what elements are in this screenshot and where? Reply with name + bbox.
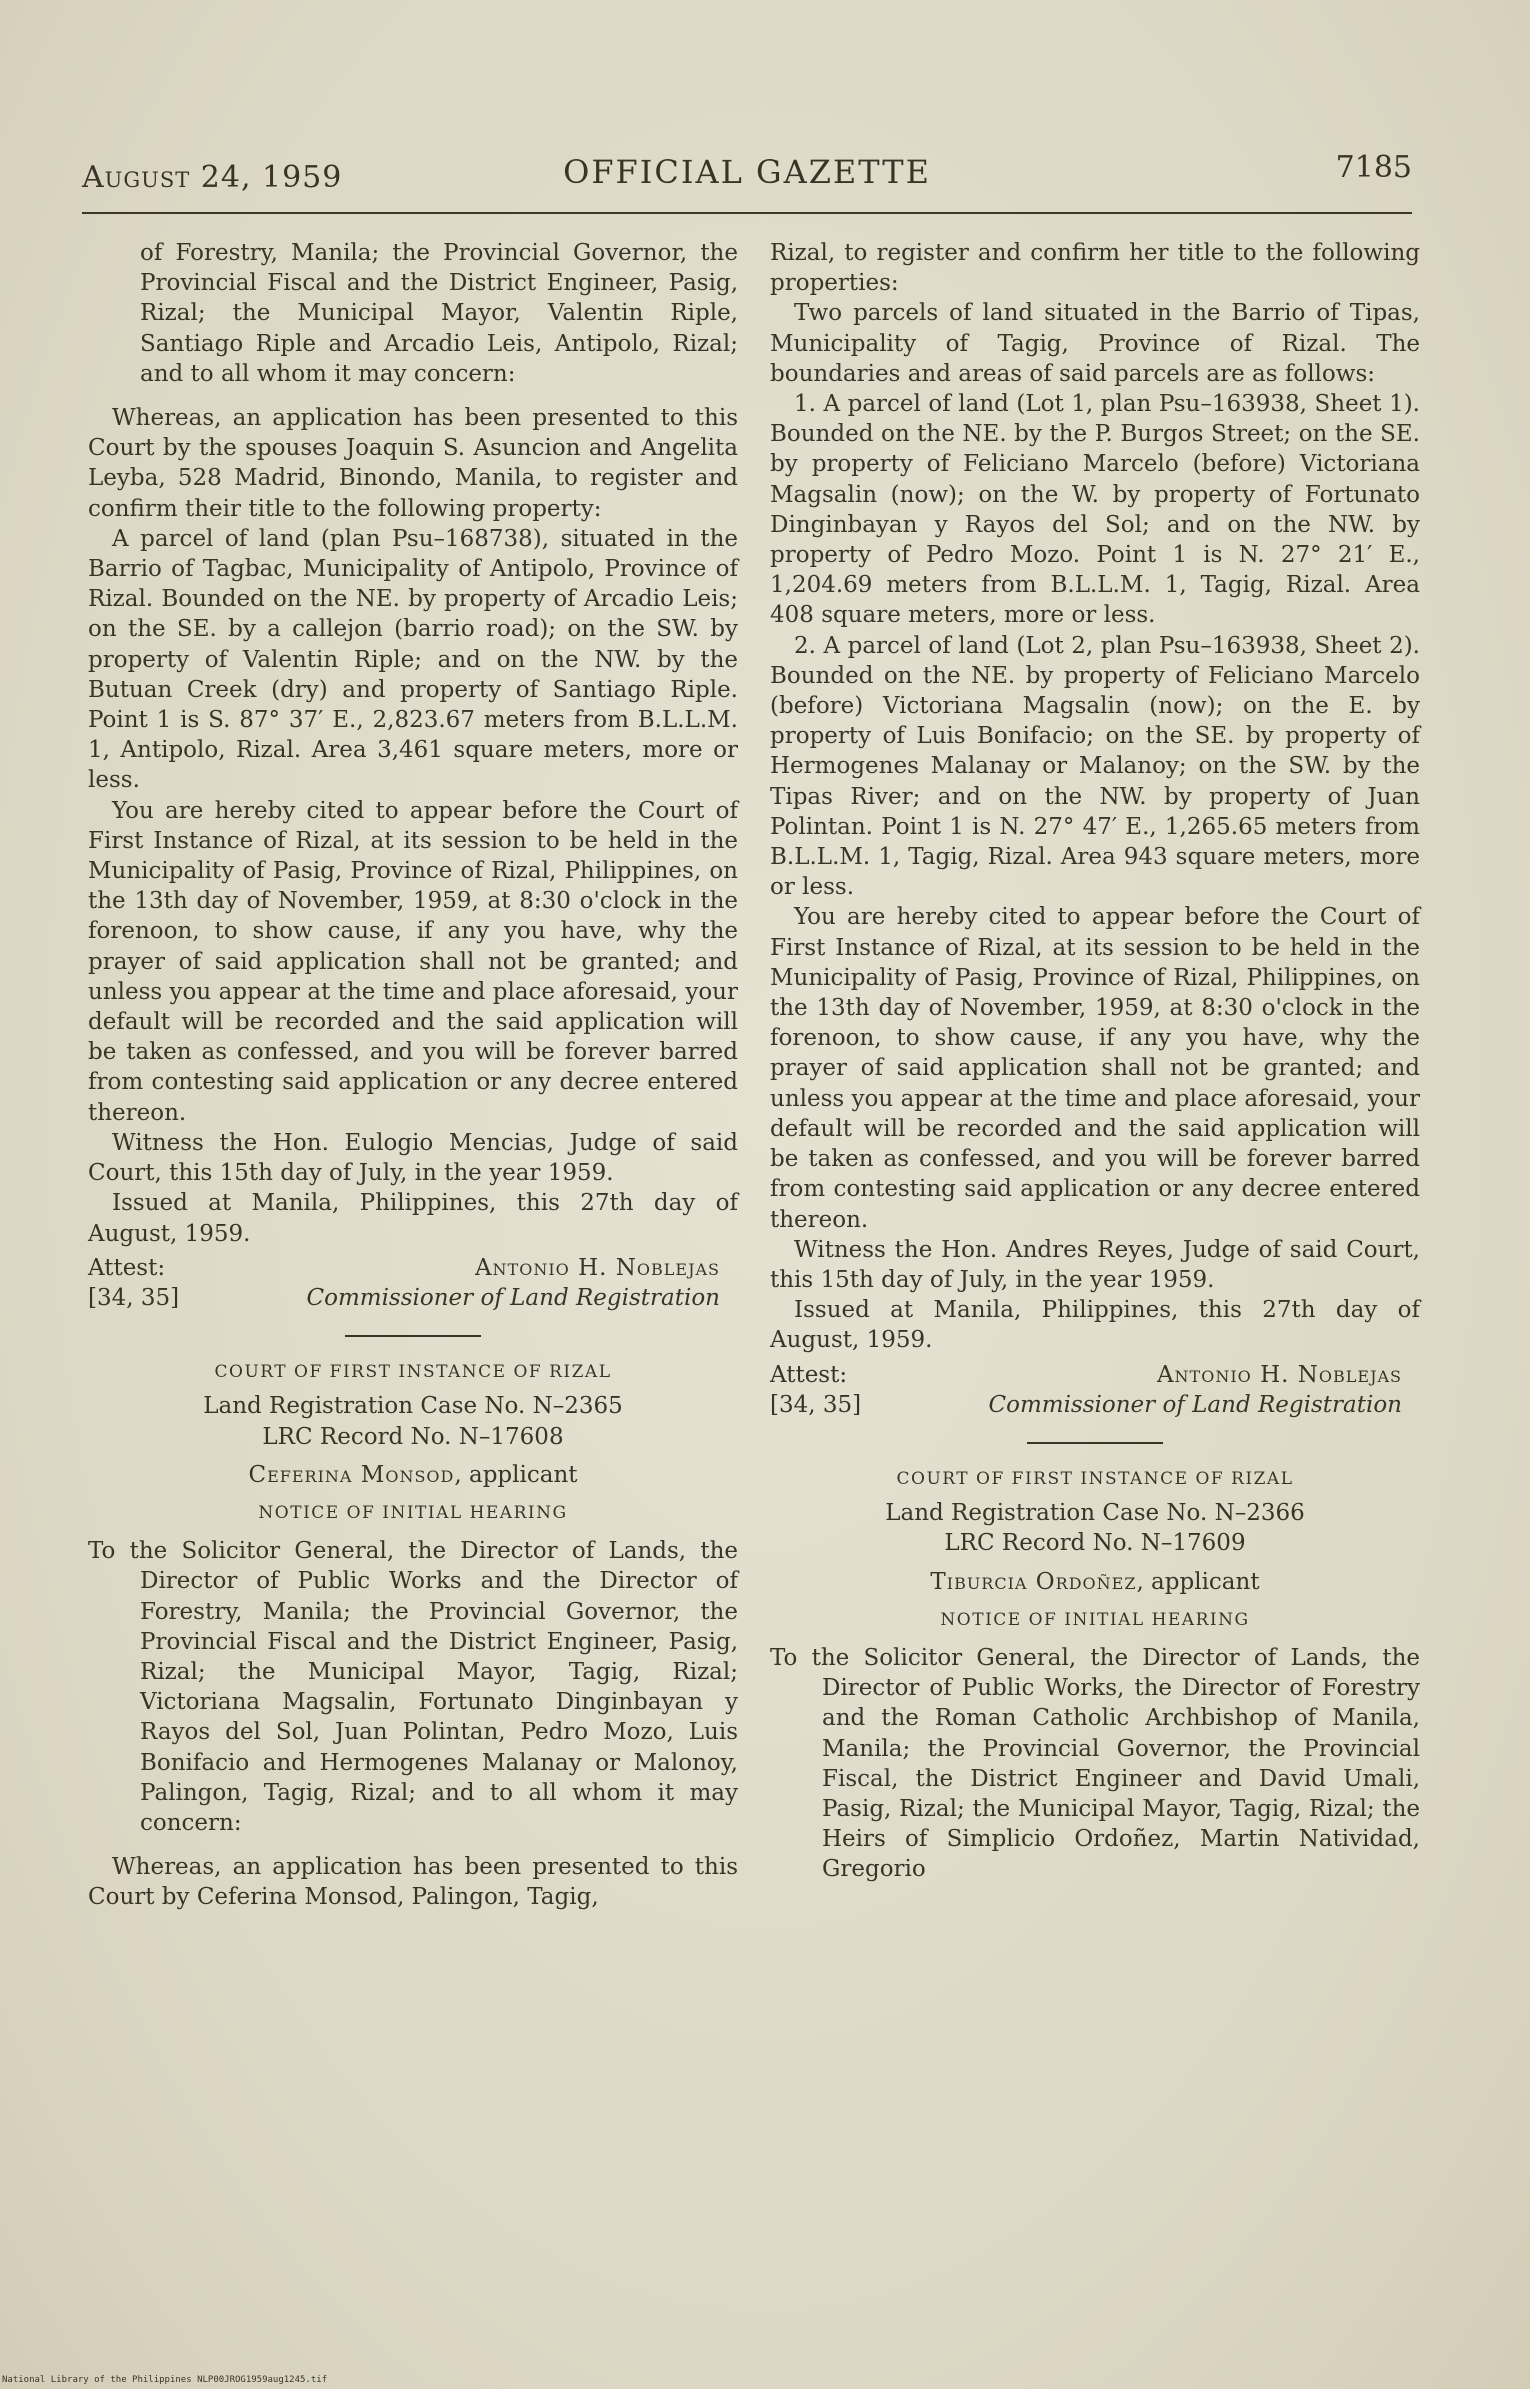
court-heading: COURT OF FIRST INSTANCE OF RIZAL — [214, 1362, 612, 1383]
attest-block — [88, 1253, 738, 1283]
to-addressees: To the Solicitor General, the Director of Lands, the Director of Public Works and the Director of Forestry, Manila; the Provincial Governor, the Provincial Fiscal and the District Engineer, Pasig, Rizal; the Municipal Mayor, Tagig, Rizal; Victoriana Magsalin, Fortunato Dinginbayan y Rayos del Sol, Juan Polintan, Pedro Mozo, Luis Bonifacio and Hermogenes Malanay or Malonoy, Palingon, Tagig, Rizal; and to all whom it may concern: — [88, 1538, 738, 1836]
attest-label: Attest: — [770, 1361, 848, 1388]
applicant-line — [770, 1567, 1420, 1597]
paragraph: Two parcels of land situated in the Barrio of Tipas, Municipality of Tagig, Province of Rizal. The boundaries and areas of said parcels are as follows: — [770, 300, 1420, 387]
applicant-suffix: , applicant — [454, 1461, 578, 1488]
paragraph: A parcel of land (plan Psu–168738), situated in the Barrio of Tagbac, Municipality of Antipolo, Province of Rizal. Bounded on the NE. by property of Arcadio Leis; on the SE. by a callejon (barrio road); on the SW. by property of Valentin Riple; and on the NW. by the Butuan Creek (dry) and property of Santiago Riple. Point 1 is S. 87° 37′ E., 2,823.67 meters from B.L.L.M. 1, Antipolo, Rizal. Area 3,461 square meters, more or less. — [88, 525, 738, 794]
paragraph: You are hereby cited to appear before the Court of First Instance of Rizal, at its session to be held in the Municipality of Pasig, Province of Rizal, Philippines, on the 13th day of November, 1959, at 8:30 o'clock in the forenoon, to show cause, if any you have, why the prayer of said application shall not be granted; and unless you appear at the time and place aforesaid, your default will be recorded and the said application will be taken as confessed, and you will be forever barred from contesting said application or any decree entered thereon. — [88, 797, 738, 1126]
paragraph: 1. A parcel of land (Lot 1, plan Psu–163938, Sheet 1). Bounded on the NE. by the P. Burgos Street; on the SE. by property of Feliciano Marcelo (before) Victoriana Magsalin (now); on the W. by property of Fortunato Dinginbayan y Rayos del Sol; and on the NW. by property of Pedro Mozo. Point 1 is N. 27° 21′ E., 1,204.69 meters from B.L.L.M. 1, Tagig, Rizal. Area 408 square meters, more or less. — [770, 391, 1420, 629]
notice-heading: NOTICE OF INITIAL HEARING — [258, 1502, 568, 1523]
attest-title: Commissioner of Land Registration — [306, 1284, 720, 1311]
notice-heading: NOTICE OF INITIAL HEARING — [940, 1609, 1250, 1630]
to-addressees: To the Solicitor General, the Director of Lands, the Director of Public Works, the Director of Forestry and the Roman Catholic Archbishop of Manila, Manila; the Provincial Governor, the Provincial Fiscal, the District Engineer and David Umali, Pasig, Rizal; the Municipal Mayor, Tagig, Rizal; the Heirs of Simplicio Ordoñez, Martin Natividad, Gregorio — [770, 1644, 1420, 1883]
paragraph: You are hereby cited to appear before the Court of First Instance of Rizal, at its session to be held in the Municipality of Pasig, Province of Rizal, Philippines, on the 13th day of November, 1959, at 8:30 o'clock in the forenoon, to show cause, if any you have, why the prayer of said application shall not be granted; and unless you appear at the time and place aforesaid, your default will be recorded and the said application will be taken as confessed, and you will be forever barred from contesting said application or any decree entered thereon. — [770, 904, 1420, 1233]
attest-label: Attest: — [88, 1254, 166, 1281]
applicant-name: Ceferina Monsod — [248, 1461, 455, 1488]
header-rule — [82, 212, 1412, 214]
attest-title: Commissioner of Land Registration — [988, 1391, 1402, 1418]
page-header — [82, 150, 1412, 202]
court-heading: COURT OF FIRST INSTANCE OF RIZAL — [896, 1468, 1294, 1489]
paragraph: Issued at Manila, Philippines, this 27th day of August, 1959. — [770, 1297, 1420, 1354]
section-divider — [1027, 1442, 1163, 1444]
paragraph: Issued at Manila, Philippines, this 27th day of August, 1959. — [88, 1190, 738, 1247]
case-number: Land Registration Case No. N–2365 — [203, 1393, 623, 1420]
applicant-line — [88, 1460, 738, 1490]
applicant-name: Tiburcia Ordoñez — [930, 1568, 1137, 1595]
left-column — [88, 238, 738, 1913]
paragraph: Whereas, an application has been presented to this Court by the spouses Joaquin S. Asuncion and Angelita Leyba, 528 Madrid, Binondo, Manila, to register and confirm their title to the following property: — [88, 405, 738, 522]
issue-date: August 24, 1959 — [82, 160, 343, 195]
attest-block-2 — [88, 1283, 738, 1313]
addressee-continued: of Forestry, Manila; the Provincial Governor, the Provincial Fiscal and the District Engineer, Pasig, Rizal; the Municipal Mayor, Valentin Riple, Santiago Riple and Arcadio Leis, Antipolo, Rizal; and to all whom it may concern: — [140, 240, 738, 387]
paragraph: Witness the Hon. Eulogio Mencias, Judge of said Court, this 15th day of July, in the year 1959. — [88, 1129, 738, 1187]
paragraph: Witness the Hon. Andres Reyes, Judge of said Court, this 15th day of July, in the year 1959. — [770, 1236, 1420, 1293]
attest-ref: [34, 35] — [770, 1391, 862, 1418]
page-number: 7185 — [1335, 150, 1412, 185]
scan-footer: National Library of the Philippines NLP00JROG1959aug1245.tif — [2, 2375, 328, 2385]
attest-block-2 — [770, 1390, 1420, 1420]
attest-ref: [34, 35] — [88, 1284, 180, 1311]
attest-name: Antonio H. Noblejas — [1156, 1361, 1402, 1388]
applicant-suffix: , applicant — [1136, 1568, 1260, 1595]
attest-block — [770, 1360, 1420, 1390]
publication-title: OFFICIAL GAZETTE — [563, 153, 931, 191]
record-number: LRC Record No. N–17609 — [944, 1530, 1246, 1557]
attest-name: Antonio H. Noblejas — [474, 1254, 720, 1281]
case-number: Land Registration Case No. N–2366 — [885, 1500, 1305, 1527]
right-column — [770, 238, 1420, 1885]
record-number: LRC Record No. N–17608 — [262, 1423, 564, 1450]
section-divider — [345, 1335, 481, 1337]
paragraph: Rizal, to register and confirm her title to the following properties: — [770, 240, 1420, 297]
paragraph: Whereas, an application has been presented to this Court by Ceferina Monsod, Palingon, Tagig, — [88, 1854, 738, 1911]
paragraph: 2. A parcel of land (Lot 2, plan Psu–163938, Sheet 2). Bounded on the NE. by property of Feliciano Marcelo (before) Victoriana Magsalin (now); on the E. by property of Luis Bonifacio; on the SE. by property of Hermogenes Malanay or Malanoy; on the SW. by the Tipas River; and on the NW. by property of Juan Polintan. Point 1 is N. 27° 47′ E., 1,265.65 meters from B.L.L.M. 1, Tagig, Rizal. Area 943 square meters, more or less. — [770, 632, 1420, 901]
